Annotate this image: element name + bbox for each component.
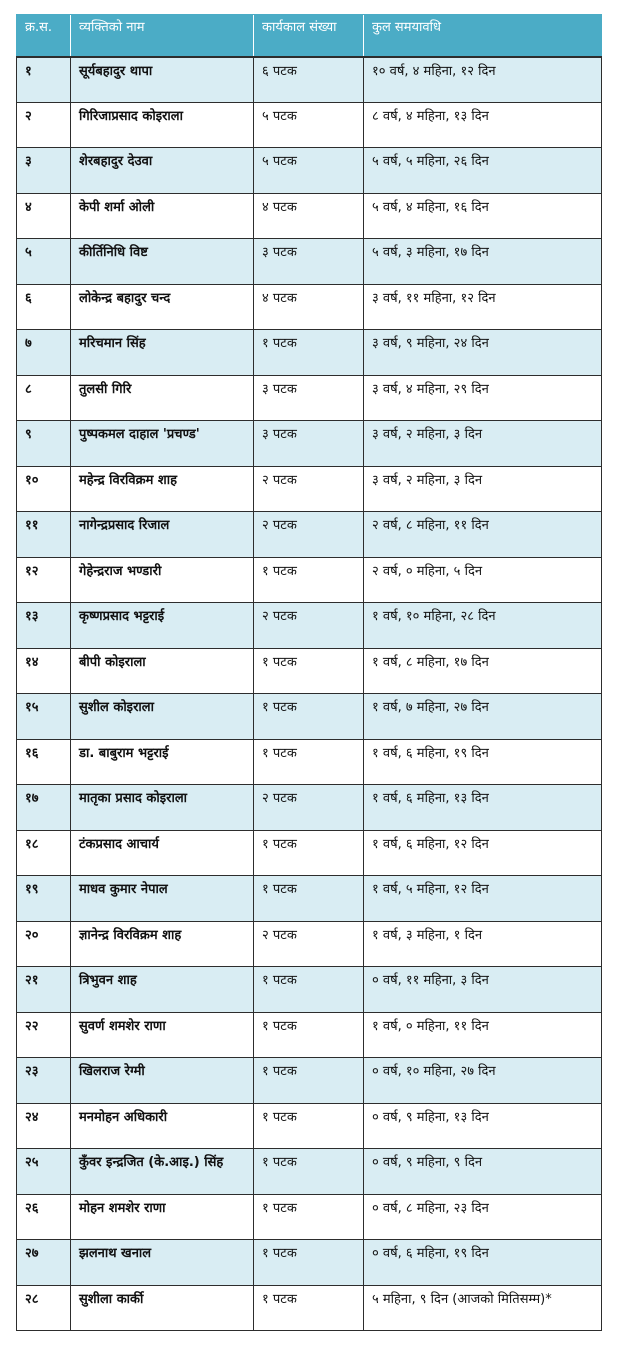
name-cell: कुँवर इन्द्रजित (के.आइ.) सिंह — [71, 1149, 254, 1195]
terms-cell: २ पटक — [254, 603, 364, 649]
serial-cell: २५ — [17, 1149, 71, 1195]
serial-cell: २४ — [17, 1103, 71, 1149]
table-row — [17, 876, 602, 922]
table-row — [17, 1012, 602, 1058]
serial-cell: १५ — [17, 694, 71, 740]
duration-cell: १ वर्ष, ० महिना, ११ दिन — [364, 1012, 602, 1058]
serial-cell: ४ — [17, 193, 71, 239]
terms-cell: १ पटक — [254, 557, 364, 603]
duration-cell: ५ वर्ष, ३ महिना, १७ दिन — [364, 239, 602, 285]
serial-cell: ५ — [17, 239, 71, 285]
table-row — [17, 1194, 602, 1240]
duration-cell: ३ वर्ष, ४ महिना, २९ दिन — [364, 375, 602, 421]
terms-cell: ५ पटक — [254, 102, 364, 148]
table-row — [17, 148, 602, 194]
header-serial: क्र.स. — [17, 15, 71, 57]
table-row — [17, 1285, 602, 1331]
name-cell: कृष्णप्रसाद भट्टराई — [71, 603, 254, 649]
table-row — [17, 967, 602, 1013]
terms-cell: १ पटक — [254, 1103, 364, 1149]
duration-cell: ३ वर्ष, २ महिना, ३ दिन — [364, 466, 602, 512]
table-body — [17, 57, 602, 1331]
terms-cell: २ पटक — [254, 466, 364, 512]
name-cell: गिरिजाप्रसाद कोइराला — [71, 102, 254, 148]
serial-cell: २७ — [17, 1240, 71, 1286]
name-cell: सुशीला कार्की — [71, 1285, 254, 1331]
duration-cell: १० वर्ष, ४ महिना, १२ दिन — [364, 57, 602, 103]
duration-cell: ० वर्ष, १० महिना, २७ दिन — [364, 1058, 602, 1104]
table-row — [17, 239, 602, 285]
serial-cell: २२ — [17, 1012, 71, 1058]
serial-cell: ११ — [17, 512, 71, 558]
duration-cell: १ वर्ष, ५ महिना, १२ दिन — [364, 876, 602, 922]
terms-cell: ३ पटक — [254, 239, 364, 285]
duration-cell: ३ वर्ष, ९ महिना, २४ दिन — [364, 330, 602, 376]
table-row — [17, 1149, 602, 1195]
table-row — [17, 57, 602, 103]
table-row — [17, 1103, 602, 1149]
name-cell: मोहन शमशेर राणा — [71, 1194, 254, 1240]
prime-ministers-table — [16, 14, 602, 1331]
table-row — [17, 1240, 602, 1286]
terms-cell: १ पटक — [254, 739, 364, 785]
name-cell: मातृका प्रसाद कोइराला — [71, 785, 254, 831]
serial-cell: १ — [17, 57, 71, 103]
duration-cell: ० वर्ष, ८ महिना, २३ दिन — [364, 1194, 602, 1240]
duration-cell: ३ वर्ष, ११ महिना, १२ दिन — [364, 284, 602, 330]
terms-cell: ३ पटक — [254, 375, 364, 421]
serial-cell: १२ — [17, 557, 71, 603]
table-row — [17, 102, 602, 148]
table-row — [17, 739, 602, 785]
name-cell: तुलसी गिरि — [71, 375, 254, 421]
terms-cell: २ पटक — [254, 785, 364, 831]
name-cell: गेहेन्द्रराज भण्डारी — [71, 557, 254, 603]
serial-cell: ३ — [17, 148, 71, 194]
table-row — [17, 557, 602, 603]
name-cell: मरिचमान सिंह — [71, 330, 254, 376]
terms-cell: ६ पटक — [254, 57, 364, 103]
name-cell: सूर्यबहादुर थापा — [71, 57, 254, 103]
table-row — [17, 1058, 602, 1104]
serial-cell: २८ — [17, 1285, 71, 1331]
terms-cell: १ पटक — [254, 967, 364, 1013]
table-row — [17, 512, 602, 558]
name-cell: खिलराज रेग्मी — [71, 1058, 254, 1104]
name-cell: माधव कुमार नेपाल — [71, 876, 254, 922]
terms-cell: १ पटक — [254, 830, 364, 876]
serial-cell: १७ — [17, 785, 71, 831]
table-row — [17, 830, 602, 876]
duration-cell: ५ वर्ष, ४ महिना, १६ दिन — [364, 193, 602, 239]
duration-cell: ० वर्ष, ९ महिना, ९ दिन — [364, 1149, 602, 1195]
name-cell: कीर्तिनिधि विष्ट — [71, 239, 254, 285]
terms-cell: १ पटक — [254, 694, 364, 740]
name-cell: महेन्द्र विरविक्रम शाह — [71, 466, 254, 512]
duration-cell: १ वर्ष, १० महिना, २८ दिन — [364, 603, 602, 649]
name-cell: लोकेन्द्र बहादुर चन्द — [71, 284, 254, 330]
duration-cell: १ वर्ष, ३ महिना, १ दिन — [364, 921, 602, 967]
terms-cell: १ पटक — [254, 1285, 364, 1331]
table-row — [17, 421, 602, 467]
table-row — [17, 603, 602, 649]
terms-cell: १ पटक — [254, 876, 364, 922]
name-cell: मनमोहन अधिकारी — [71, 1103, 254, 1149]
name-cell: झलनाथ खनाल — [71, 1240, 254, 1286]
terms-cell: २ पटक — [254, 512, 364, 558]
duration-cell: २ वर्ष, ८ महिना, ११ दिन — [364, 512, 602, 558]
terms-cell: ५ पटक — [254, 148, 364, 194]
terms-cell: १ पटक — [254, 1012, 364, 1058]
name-cell: सुशील कोइराला — [71, 694, 254, 740]
serial-cell: १० — [17, 466, 71, 512]
header-row — [17, 15, 602, 57]
table-row — [17, 193, 602, 239]
duration-cell: १ वर्ष, ८ महिना, १७ दिन — [364, 648, 602, 694]
name-cell: केपी शर्मा ओली — [71, 193, 254, 239]
duration-cell: ० वर्ष, ६ महिना, १९ दिन — [364, 1240, 602, 1286]
table-row — [17, 648, 602, 694]
name-cell: बीपी कोइराला — [71, 648, 254, 694]
serial-cell: १९ — [17, 876, 71, 922]
duration-cell: ८ वर्ष, ४ महिना, १३ दिन — [364, 102, 602, 148]
table-row — [17, 375, 602, 421]
serial-cell: १४ — [17, 648, 71, 694]
table-row — [17, 694, 602, 740]
serial-cell: ८ — [17, 375, 71, 421]
name-cell: ज्ञानेन्द्र विरविक्रम शाह — [71, 921, 254, 967]
terms-cell: १ पटक — [254, 1058, 364, 1104]
header-duration: कुल समयावधि — [364, 15, 602, 57]
table-container — [16, 14, 601, 1331]
table-row — [17, 284, 602, 330]
terms-cell: १ पटक — [254, 648, 364, 694]
serial-cell: १८ — [17, 830, 71, 876]
serial-cell: ७ — [17, 330, 71, 376]
duration-cell: ५ वर्ष, ५ महिना, २६ दिन — [364, 148, 602, 194]
serial-cell: २ — [17, 102, 71, 148]
serial-cell: ९ — [17, 421, 71, 467]
name-cell: पुष्पकमल दाहाल 'प्रचण्ड' — [71, 421, 254, 467]
header-name: व्यक्तिको नाम — [71, 15, 254, 57]
terms-cell: ४ पटक — [254, 193, 364, 239]
duration-cell: १ वर्ष, ७ महिना, २७ दिन — [364, 694, 602, 740]
terms-cell: १ पटक — [254, 330, 364, 376]
serial-cell: १६ — [17, 739, 71, 785]
serial-cell: ६ — [17, 284, 71, 330]
serial-cell: १३ — [17, 603, 71, 649]
name-cell: डा. बाबुराम भट्टराई — [71, 739, 254, 785]
serial-cell: २० — [17, 921, 71, 967]
table-row — [17, 330, 602, 376]
table-row — [17, 785, 602, 831]
duration-cell: ५ महिना, ९ दिन (आजको मितिसम्म)* — [364, 1285, 602, 1331]
duration-cell: १ वर्ष, ६ महिना, १२ दिन — [364, 830, 602, 876]
name-cell: टंकप्रसाद आचार्य — [71, 830, 254, 876]
terms-cell: १ पटक — [254, 1194, 364, 1240]
name-cell: नागेन्द्रप्रसाद रिजाल — [71, 512, 254, 558]
duration-cell: २ वर्ष, ० महिना, ५ दिन — [364, 557, 602, 603]
terms-cell: २ पटक — [254, 921, 364, 967]
terms-cell: ३ पटक — [254, 421, 364, 467]
serial-cell: २१ — [17, 967, 71, 1013]
name-cell: शेरबहादुर देउवा — [71, 148, 254, 194]
name-cell: सुवर्ण शमशेर राणा — [71, 1012, 254, 1058]
duration-cell: १ वर्ष, ६ महिना, १३ दिन — [364, 785, 602, 831]
terms-cell: ४ पटक — [254, 284, 364, 330]
serial-cell: २३ — [17, 1058, 71, 1104]
duration-cell: १ वर्ष, ६ महिना, १९ दिन — [364, 739, 602, 785]
terms-cell: १ पटक — [254, 1149, 364, 1195]
table-row — [17, 466, 602, 512]
duration-cell: ० वर्ष, ११ महिना, ३ दिन — [364, 967, 602, 1013]
header-terms: कार्यकाल संख्या — [254, 15, 364, 57]
terms-cell: १ पटक — [254, 1240, 364, 1286]
name-cell: त्रिभुवन शाह — [71, 967, 254, 1013]
table-row — [17, 921, 602, 967]
duration-cell: ३ वर्ष, २ महिना, ३ दिन — [364, 421, 602, 467]
serial-cell: २६ — [17, 1194, 71, 1240]
duration-cell: ० वर्ष, ९ महिना, १३ दिन — [364, 1103, 602, 1149]
